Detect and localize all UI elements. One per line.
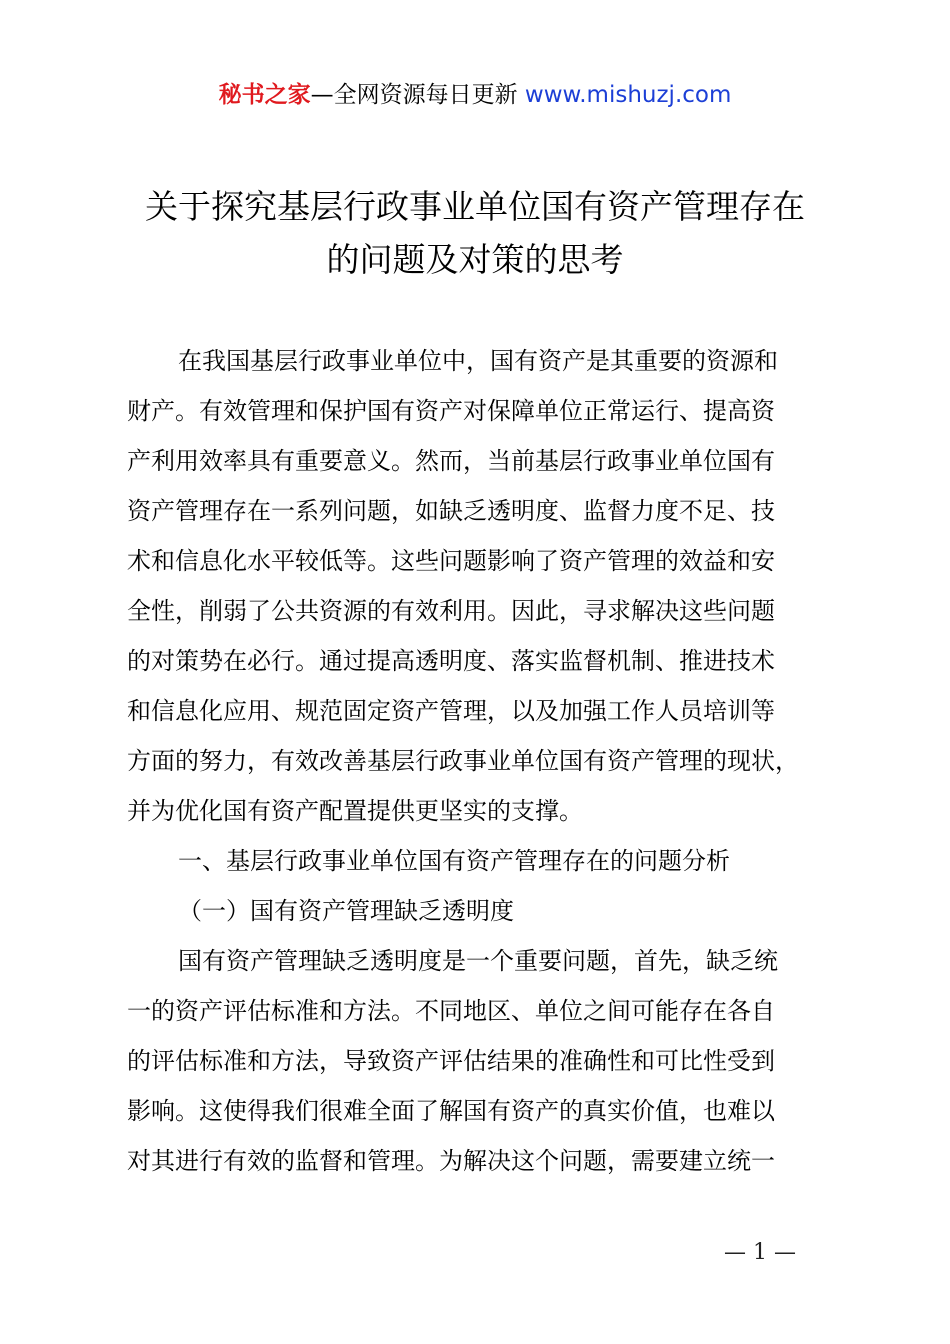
paragraph-line: 对其进行有效的监督和管理。为解决这个问题，需要建立统一 bbox=[127, 1147, 775, 1175]
paragraph-line: 财产。有效管理和保护国有资产对保障单位正常运行、提高资 bbox=[127, 397, 775, 425]
section-heading: 一、基层行政事业单位国有资产管理存在的问题分析 bbox=[178, 847, 730, 875]
paragraph-line: 影响。这使得我们很难全面了解国有资产的真实价值，也难以 bbox=[127, 1097, 775, 1125]
page-number: — 1 — bbox=[724, 1240, 796, 1265]
site-banner bbox=[0, 78, 950, 112]
title-line-1: 关于探究基层行政事业单位国有资产管理存在 bbox=[145, 187, 805, 226]
paragraph-line: 一的资产评估标准和方法。不同地区、单位之间可能存在各自 bbox=[127, 997, 775, 1025]
paragraph-line: 的对策势在必行。通过提高透明度、落实监督机制、推进技术 bbox=[127, 647, 775, 675]
paragraph-line: 并为优化国有资产配置提供更坚实的支撑。 bbox=[127, 797, 583, 825]
paragraph-line: 术和信息化水平较低等。这些问题影响了资产管理的效益和安 bbox=[127, 547, 775, 575]
document-body bbox=[127, 336, 832, 1186]
paragraph-line: 方面的努力，有效改善基层行政事业单位国有资产管理的现状， bbox=[127, 747, 799, 775]
paragraph-line: 在我国基层行政事业单位中，国有资产是其重要的资源和 bbox=[178, 347, 778, 375]
site-brand: 秘书之家 bbox=[218, 82, 311, 108]
document-title bbox=[100, 180, 850, 286]
paragraph-line: 国有资产管理缺乏透明度是一个重要问题，首先，缺乏统 bbox=[178, 947, 778, 975]
site-tagline: —全网资源每日更新 bbox=[310, 82, 525, 108]
title-line-2: 的问题及对策的思考 bbox=[326, 240, 624, 279]
paragraph-line: 产利用效率具有重要意义。然而，当前基层行政事业单位国有 bbox=[127, 447, 775, 475]
paragraph-line: 和信息化应用、规范固定资产管理，以及加强工作人员培训等 bbox=[127, 697, 775, 725]
paragraph-line: 的评估标准和方法，导致资产评估结果的准确性和可比性受到 bbox=[127, 1047, 775, 1075]
subsection-heading: （一）国有资产管理缺乏透明度 bbox=[178, 897, 514, 925]
paragraph-line: 全性，削弱了公共资源的有效利用。因此，寻求解决这些问题 bbox=[127, 597, 775, 625]
paragraph-line: 资产管理存在一系列问题，如缺乏透明度、监督力度不足、技 bbox=[127, 497, 775, 525]
site-url-link[interactable]: www.mishuzj.com bbox=[524, 82, 732, 108]
